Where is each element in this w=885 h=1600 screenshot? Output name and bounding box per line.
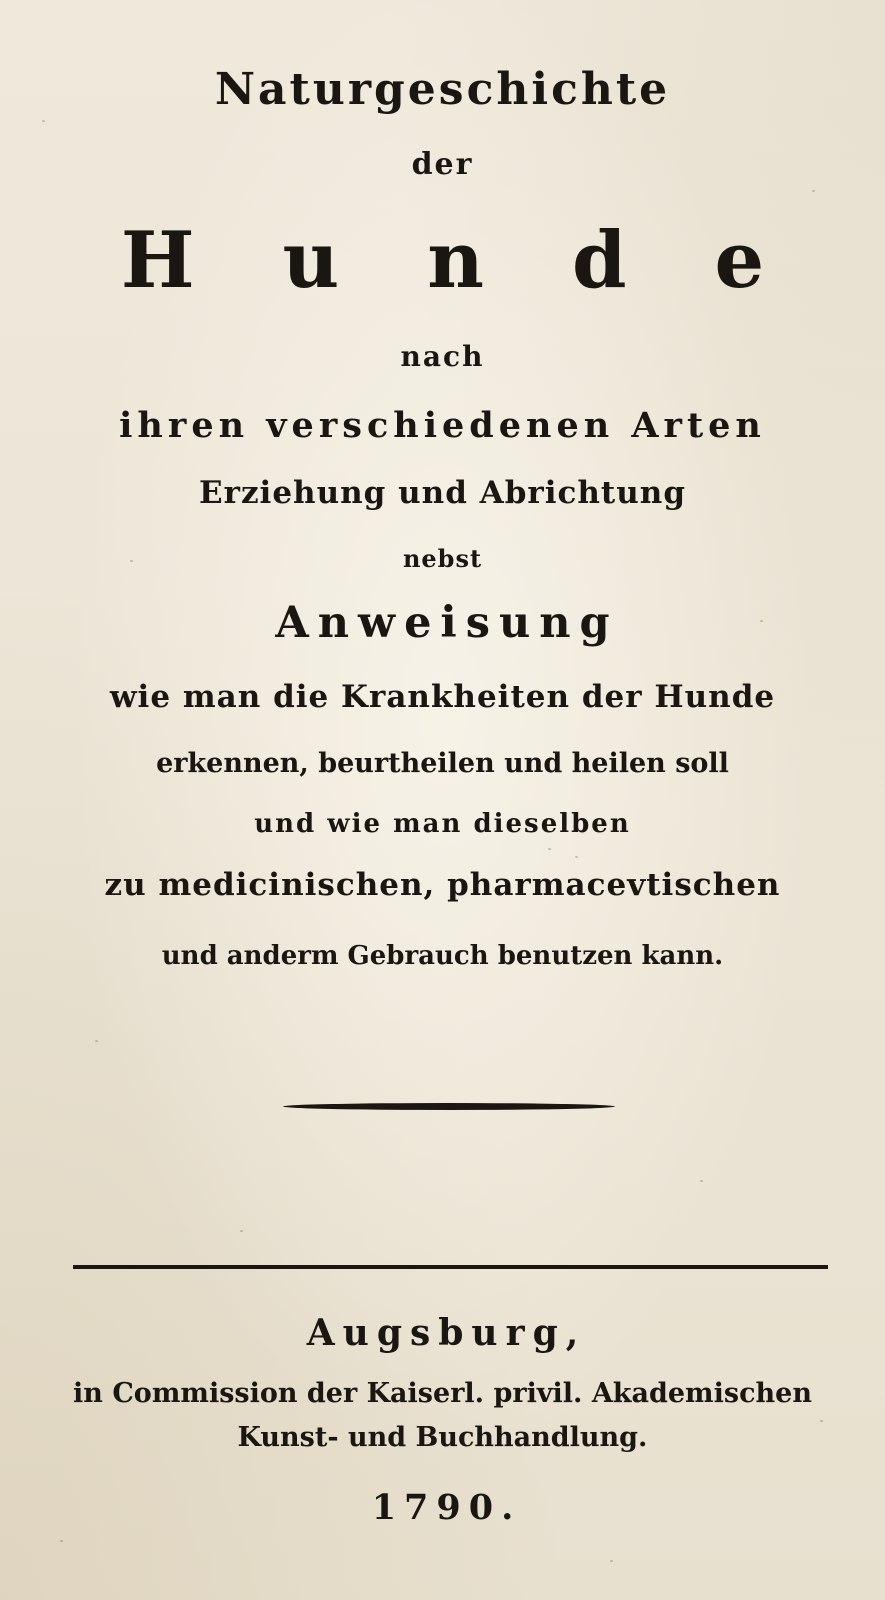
paper-speck <box>95 1040 98 1042</box>
subtitle-erziehung: Erziehung und Abrichtung <box>198 475 687 511</box>
paper-speck <box>240 1230 243 1232</box>
paper-speck <box>700 1180 703 1182</box>
paper-speck <box>812 190 815 192</box>
paper-speck <box>60 1540 63 1542</box>
subtitle-und-wie: und wie man dieselben <box>254 809 631 839</box>
paper-speck <box>610 1560 613 1562</box>
imprint-city: Augsburg, <box>306 1312 587 1354</box>
subtitle-medicinischen: zu medicinischen, pharmacevtischen <box>104 867 781 903</box>
subtitle-anweisung: Anweisung <box>275 598 619 648</box>
subtitle-nebst: nebst <box>402 544 483 573</box>
paper-speck <box>42 120 45 122</box>
title-subject: Hunde <box>120 215 853 306</box>
paper-speck <box>820 1420 823 1422</box>
imprint-divider <box>73 1265 828 1269</box>
title-article: der <box>411 147 474 182</box>
subtitle-arten: ihren verschiedenen Arten <box>119 405 766 446</box>
subtitle-krankheiten: wie man die Krankheiten der Hunde <box>109 679 776 715</box>
imprint-publisher-line1: in Commission der Kaiserl. privil. Akademischen <box>73 1378 812 1409</box>
imprint-year: 1790. <box>371 1487 522 1528</box>
paper-speck <box>575 856 578 858</box>
subtitle-gebrauch: und anderm Gebrauch benutzen kann. <box>161 941 724 971</box>
book-title: Naturgeschichte <box>214 64 671 115</box>
subtitle-erkennen: erkennen, beurtheilen und heilen soll <box>156 748 729 779</box>
imprint-publisher-line2: Kunst- und Buchhandlung. <box>237 1422 648 1453</box>
paper-speck <box>548 848 551 850</box>
subtitle-nach: nach <box>400 340 485 373</box>
ornamental-rule <box>283 1103 615 1110</box>
